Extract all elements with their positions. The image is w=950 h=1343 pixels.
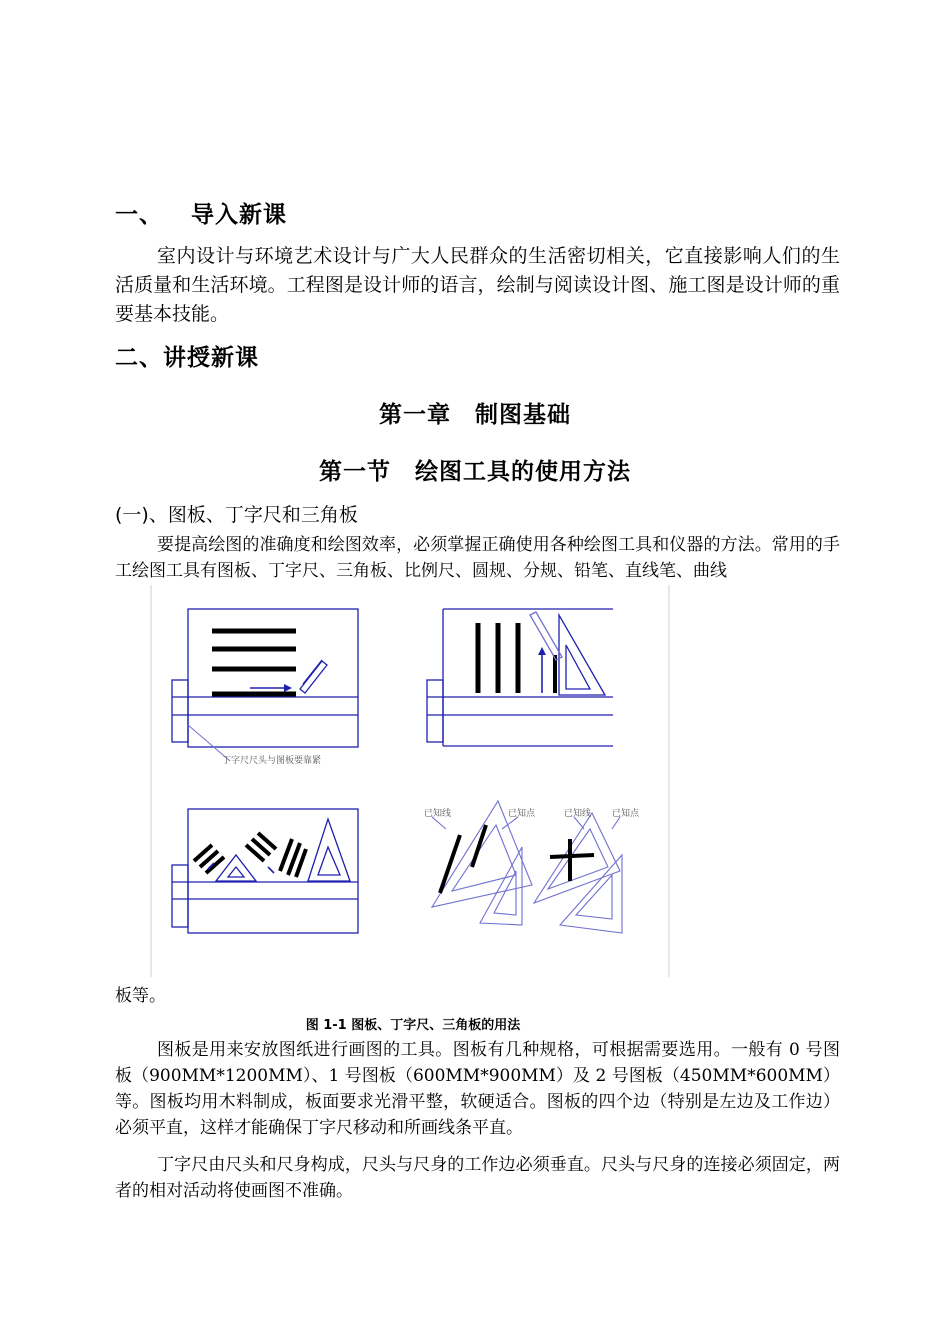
chapter-title: 第一章 制图基础 [379, 402, 571, 428]
intro-heading-text: 导入新课 [191, 202, 287, 228]
panel-parallel-perpendicular [432, 801, 622, 933]
known-point-label-2: 已知点 [612, 809, 640, 819]
tsquare-paragraph: 丁字尺由尺头和尺身构成，尺头与尺身的工作边必须垂直。尺头与尺身的连接必须固定，两者的相对活动将使画图不准确。 [115, 1155, 840, 1201]
panel-vertical-lines [427, 609, 613, 746]
figure-caption: 图 1-1 图板、丁字尺、三角板的用法 [305, 1018, 521, 1033]
known-line-label-2: 已知线 [564, 809, 592, 819]
section-title: 第一节 绘图工具的使用方法 [319, 459, 631, 485]
tsquare-head-label: 丁字尺尺头与图板要靠紧 [222, 756, 322, 766]
tsquare-head-b [427, 680, 443, 742]
subsection-title: (一)、图板、丁字尺和三角板 [115, 504, 358, 526]
panel-horizontal-lines [172, 609, 358, 761]
drawing-board-paragraph: 图板是用来安放图纸进行画图的工具。图板有几种规格，可根据需要选用。一般有 0 号图板（900MM*1200MM）、1 号图板（600MM*900MM）及 2 号图板（450MM*600MM）等。图板均用木料制成，板面要求光滑平整，软硬适合。图板的四个边（特别是左边及工作边）必须平直，这样才能确保丁字尺移动和所画线条平直。 [115, 1040, 840, 1138]
known-point-label-1: 已知点 [508, 809, 536, 819]
tsquare-head-c [172, 865, 188, 927]
intro-heading-number: 一、 [115, 202, 163, 228]
subsection-paragraph-end: 板等。 [115, 986, 166, 1006]
panel-inclined-lines [172, 809, 358, 933]
subsection-paragraph: 要提高绘图的准确度和绘图效率，必须掌握正确使用各种绘图工具和仪器的方法。常用的手工绘图工具有图板、丁字尺、三角板、比例尺、圆规、分规、铅笔、直线笔、曲线 [115, 535, 840, 581]
lecture-heading: 二、讲授新课 [115, 345, 259, 371]
intro-heading [115, 196, 287, 229]
known-line-label-1: 已知线 [424, 809, 452, 819]
drawing-tools-figure [150, 585, 672, 979]
intro-paragraph: 室内设计与环境艺术设计与广大人民群众的生活密切相关，它直接影响人们的生活质量和生活环境。工程图是设计师的语言，绘制与阅读设计图、施工图是设计师的重要基本技能。 [115, 245, 840, 325]
tsquare-head [172, 680, 188, 742]
